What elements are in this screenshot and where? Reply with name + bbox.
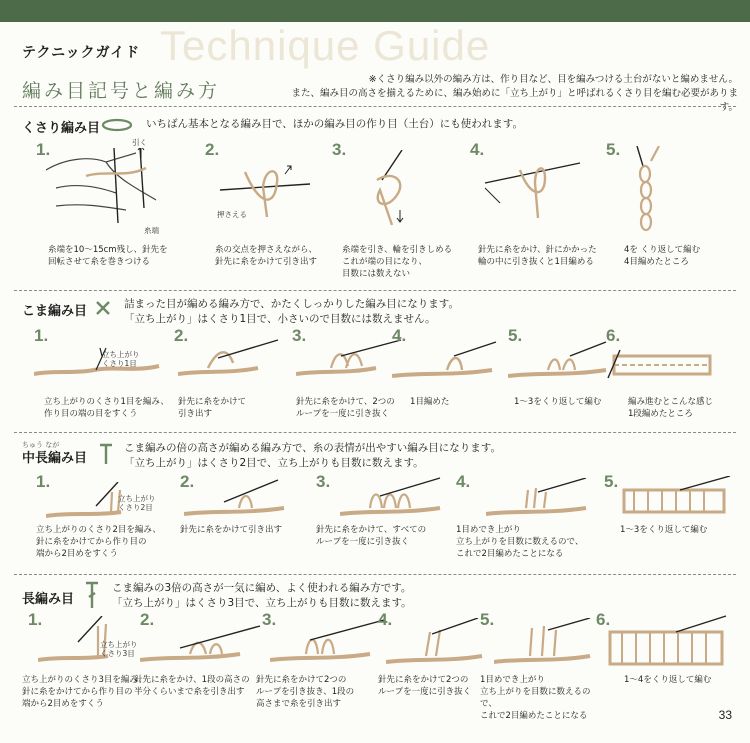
step-number: 3.: [292, 326, 307, 345]
chain-section-title: くさり編み目: [22, 121, 101, 136]
chain-step-1: [36, 140, 186, 270]
half-step-5-illustration: [620, 476, 734, 522]
step-number: 1.: [36, 472, 51, 491]
step-caption: 糸の交点を押さえながら、 針先に糸をかけて引き出す: [215, 245, 318, 267]
ghost-title: Technique Guide: [160, 22, 491, 69]
step-number: 3.: [316, 472, 331, 491]
step-number: 6.: [606, 326, 621, 345]
step-number: 5.: [508, 326, 523, 345]
double-step-2: [134, 610, 270, 710]
step-caption: 立ち上がりのくさり3目を編み、 針に糸をかけてから作り目の 端から2目めをすくう: [22, 675, 147, 709]
turning-chain-label: 立ち上がり くさり2目: [118, 494, 156, 512]
note-line-2: また、編み目の高さを揃えるために、編み始めに「立ち上がり」と呼ばれるくさり目を編む必要があります。: [291, 88, 738, 113]
hold-label: 押さえる: [217, 210, 247, 219]
single-step-5: [508, 326, 612, 426]
step-caption: 1〜3をくり返して編む: [514, 397, 602, 407]
single-section-desc-2: 「立ち上がり」はくさり1目で、小さいので目数には数えません。: [124, 313, 436, 325]
double-crochet-symbol-icon: [84, 580, 100, 610]
half-step-1-illustration: [46, 482, 176, 526]
single-section-title: こま編み目: [22, 304, 88, 319]
page-number: 33: [718, 708, 732, 722]
step-number: 5.: [604, 472, 619, 491]
double-step-2-illustration: [140, 620, 266, 672]
half-title-ruby: ちゅう なが: [22, 441, 60, 449]
step-caption: 糸端を引き、輪を引きしめる これが端の目になり、 目数には数えない: [342, 245, 453, 279]
step-number: 1.: [34, 326, 49, 345]
note-line-1: ※くさり編み以外の編み方は、作り目など、目を編みつける土台がないと編めません。: [368, 74, 738, 85]
single-section-desc-1: 詰まった目が編める編み方で、かたくしっかりした編み目になります。: [124, 298, 459, 310]
step-caption: 針先に糸をかけて、すべての ループを一度に引き抜く: [316, 525, 427, 547]
half-step-2-illustration: [184, 478, 314, 522]
intro-note: [278, 73, 738, 115]
chain-symbol-icon: [100, 118, 134, 132]
step-caption: 1〜4をくり返して編む: [624, 675, 712, 685]
single-step-1-illustration: [34, 344, 164, 384]
half-section-title: 中長編み目: [22, 451, 88, 466]
turning-chain-label: 立ち上がり くさり1目: [102, 350, 140, 368]
double-step-6: [596, 610, 736, 710]
step-caption: 立ち上がりのくさり1目を編み、 作り目の端の目をすくう: [44, 397, 169, 419]
hook-loop-illustration: [480, 158, 590, 228]
half-section-desc-1: こま編みの倍の高さが編める編み方で、糸の表情が出やすい編み目になります。: [124, 442, 501, 454]
section-subtitle: 編み目記号と編み方: [22, 80, 221, 102]
half-step-5: [604, 472, 736, 572]
step-caption: 針先に糸をかけて引き出す: [180, 525, 283, 535]
double-step-6-illustration: [606, 614, 730, 672]
step-number: 2.: [140, 610, 155, 629]
slipknot-illustration: [352, 150, 432, 230]
chain-step-3: [332, 140, 462, 280]
half-double-symbol-icon: [98, 442, 114, 466]
double-step-3: [256, 610, 392, 710]
step-caption: 編み進むとこんな感じ 1段編めたところ: [628, 397, 714, 419]
chain-step-2: [205, 140, 325, 270]
step-number: 2.: [180, 472, 195, 491]
double-section-desc-2: 「立ち上がり」はくさり3目で、立ち上がりも目数に数えます。: [112, 597, 412, 609]
single-step-5-illustration: [508, 340, 610, 384]
step-number: 5.: [480, 610, 495, 629]
single-step-2-illustration: [178, 338, 284, 384]
step-caption: 針先に糸をかけて2つの ループを引き抜き、1段の 高さまで糸を引き出す: [256, 675, 355, 709]
hand-yarn-illustration: [46, 148, 176, 228]
step-number: 3.: [332, 140, 347, 159]
step-number: 3.: [262, 610, 277, 629]
half-section-desc-2: 「立ち上がり」はくさり2目で、立ち上がりも目数に数えます。: [124, 457, 424, 469]
step-caption: 1目編めた: [410, 397, 450, 407]
step-caption: 針先に糸をかけ、針にかかった 輪の中に引き抜くと1目編める: [478, 245, 597, 267]
single-step-6: [606, 326, 736, 426]
turning-chain-label: 立ち上がり くさり3目: [100, 640, 138, 658]
step-number: 2.: [174, 326, 189, 345]
half-step-2: [180, 472, 320, 572]
step-caption: 針先に糸をかけて2つの ループを一度に引き抜く: [378, 675, 472, 697]
page-title: テクニックガイド: [22, 45, 141, 61]
single-step-4: [392, 326, 502, 426]
step-caption: 針先に糸をかけて、2つの ループを一度に引き抜く: [296, 397, 395, 419]
double-step-5-illustration: [494, 618, 594, 672]
divider: [14, 290, 736, 291]
half-step-3: [316, 472, 456, 572]
step-number: 4.: [378, 610, 393, 629]
double-section-desc-1: こま編みの3倍の高さが一気に編め、よく使われる編み方です。: [112, 582, 412, 594]
step-caption: 針先に糸をかけて 引き出す: [178, 397, 247, 419]
step-caption: 1目めでき上がり 立ち上がりを目数に数えるので、 これで2目編めたことになる: [456, 525, 584, 559]
chain-step-5: [606, 140, 736, 270]
step-caption: 4を くり返して編む 4目編めたところ: [624, 245, 701, 267]
divider: [14, 574, 736, 575]
step-number: 1.: [28, 610, 43, 629]
step-number: 5.: [606, 140, 621, 159]
step-caption: 1目めでき上がり 立ち上がりを目数に数えるので、 これで2目編めたことになる: [480, 675, 591, 721]
double-step-3-illustration: [270, 618, 390, 670]
double-step-4: [378, 610, 488, 710]
step-number: 2.: [205, 140, 220, 159]
half-step-1: [36, 472, 186, 572]
single-step-1: [34, 326, 174, 426]
half-step-4-illustration: [486, 478, 596, 522]
single-step-2: [174, 326, 286, 426]
yarn-end-label: 糸端: [144, 226, 159, 235]
step-number: 6.: [596, 610, 611, 629]
step-number: 1.: [36, 140, 51, 159]
single-step-6-illustration: [606, 348, 716, 382]
step-number: 4.: [456, 472, 471, 491]
half-step-4: [456, 472, 606, 572]
top-color-bar: [0, 0, 750, 22]
divider: [14, 106, 736, 107]
single-crochet-symbol-icon: [94, 299, 112, 317]
step-number: 4.: [470, 140, 485, 159]
chain-section-desc: いちばん基本となる編み目で、ほかの編み目の作り目（土台）にも使われます。: [146, 118, 523, 130]
chain-step-4: [470, 140, 600, 270]
double-section-title: 長編み目: [22, 592, 75, 607]
double-step-4-illustration: [386, 618, 486, 672]
chain-result-illustration: [631, 146, 671, 236]
pull-label: 引く: [132, 138, 147, 147]
step-caption: 立ち上がりのくさり2目を編み、 針に糸をかけてから作り目の 端から2目めをすくう: [36, 525, 161, 559]
half-step-3-illustration: [340, 476, 450, 522]
step-caption: 糸端を10〜15cm残し、針先を 回転させて糸を巻きつける: [48, 245, 168, 267]
single-step-4-illustration: [392, 340, 500, 384]
step-caption: 1〜3をくり返して編む: [620, 525, 708, 535]
step-caption: 針先に糸をかけ、1段の高さの 半分くらいまで糸を引き出す: [134, 675, 250, 697]
double-step-5: [480, 610, 600, 721]
single-step-3: [292, 326, 408, 426]
divider: [14, 432, 736, 433]
step-number: 4.: [392, 326, 407, 345]
single-step-3-illustration: [296, 338, 406, 384]
